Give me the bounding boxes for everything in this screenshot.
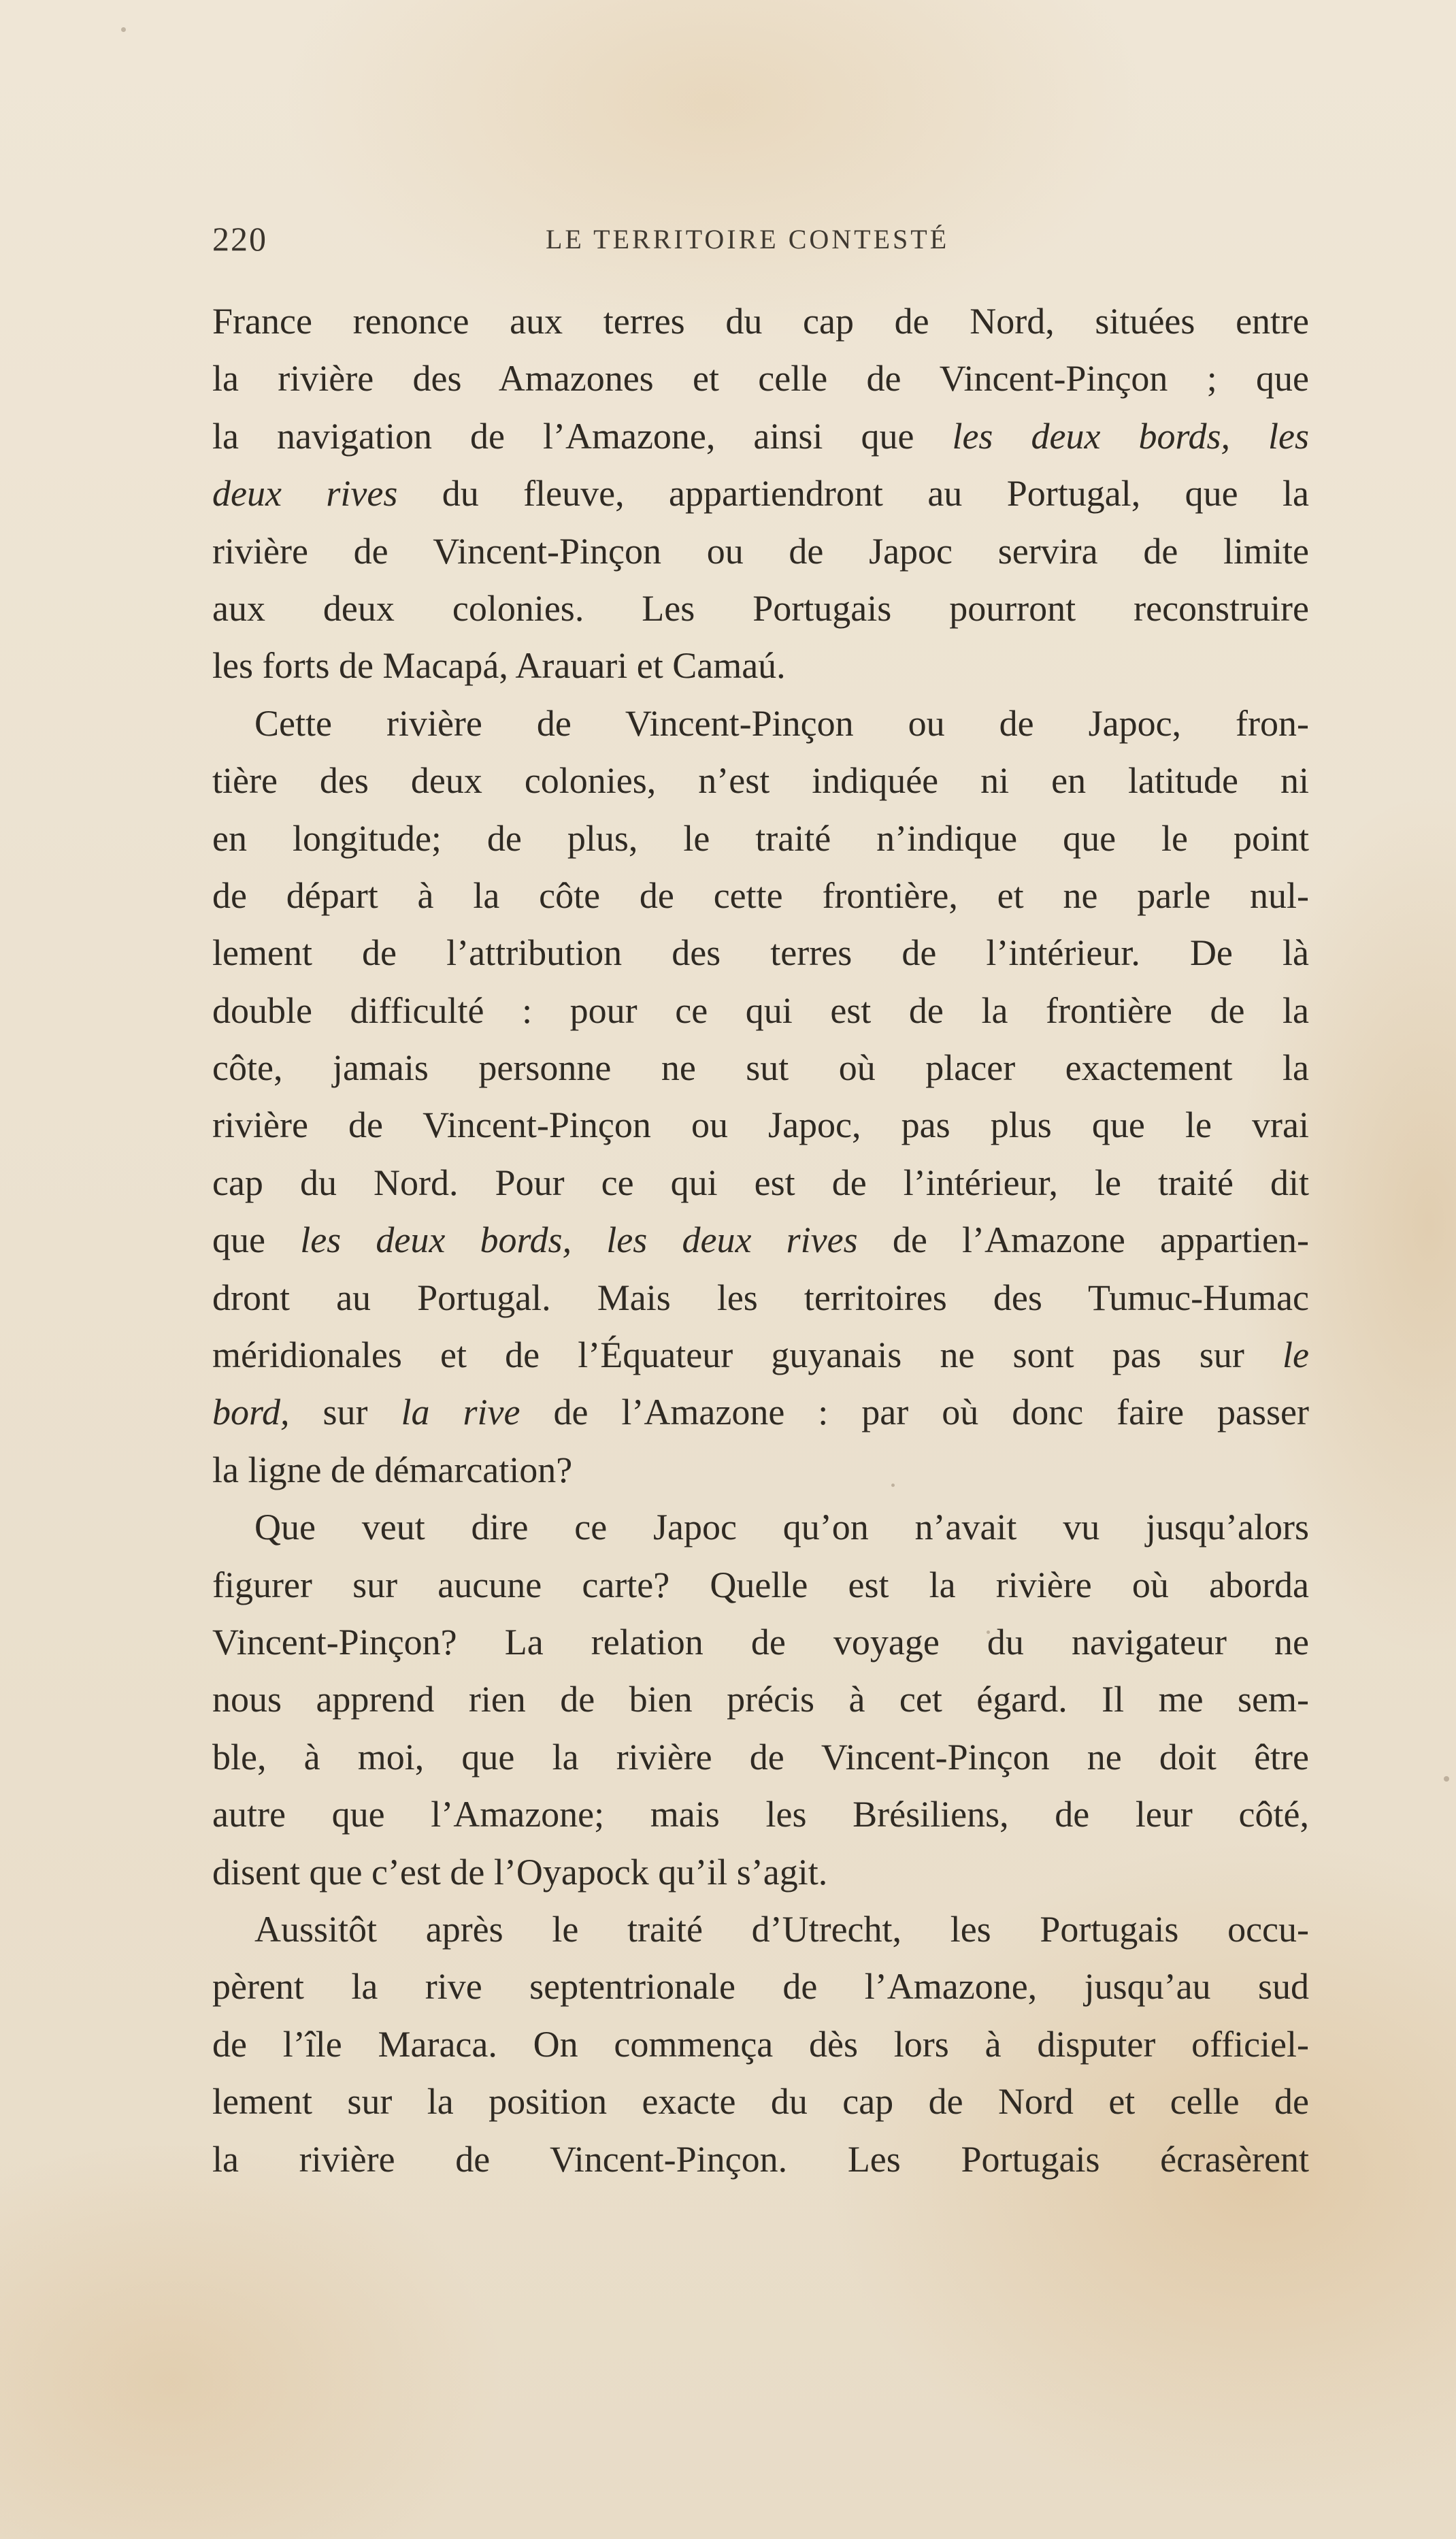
text-segment: Vincent-Pinçon? La relation de voyage du navigateur ne: [212, 1621, 1309, 1662]
text-segment: de l’Amazone : par où donc faire passer: [520, 1392, 1309, 1433]
text-line: [212, 2073, 1309, 2130]
text-line: [212, 1958, 1309, 2015]
italic-segment: la rive: [401, 1392, 520, 1433]
text-line: [212, 1441, 1309, 1498]
text-line: [212, 1039, 1309, 1096]
text-segment: France renonce aux terres du cap de Nord, situées entre: [212, 301, 1309, 342]
text-line: [212, 810, 1309, 867]
text-line: [212, 1096, 1309, 1153]
text-segment: dront au Portugal. Mais les territoires des Tumuc-Humac: [212, 1277, 1309, 1318]
text-segment: autre que l’Amazone; mais les Brésiliens, de leur côté,: [212, 1794, 1309, 1835]
text-segment: du fleuve, appartiendront au Portugal, que la: [397, 473, 1309, 514]
text-segment: Aussitôt après le traité d’Utrecht, les Portugais occu-: [254, 1908, 1309, 1950]
page-number: 220: [212, 220, 267, 258]
italic-segment: les deux bords, les: [952, 415, 1309, 457]
text-line: [212, 1614, 1309, 1671]
text-segment: de l’île Maraca. On commença dès lors à disputer officiel-: [212, 2023, 1309, 2065]
text-segment: rivière de Vincent-Pinçon ou de Japoc servira de limite: [212, 530, 1309, 572]
text-segment: nous apprend rien de bien précis à cet égard. Il me sem-: [212, 1679, 1309, 1720]
text-segment: la rivière des Amazones et celle de Vincent-Pinçon ; que: [212, 358, 1309, 399]
text-segment: lement sur la position exacte du cap de Nord et celle de: [212, 2081, 1309, 2123]
text-line: [212, 1498, 1309, 1556]
text-segment: en longitude; de plus, le traité n’indique que le point: [212, 817, 1309, 859]
text-line: [212, 1901, 1309, 1958]
text-segment: la navigation de l’Amazone, ainsi que: [212, 415, 953, 457]
text-segment: que: [212, 1219, 301, 1261]
text-line: [212, 2131, 1309, 2188]
running-head: [212, 219, 1309, 260]
text-segment: aux deux colonies. Les Portugais pourront reconstruire: [212, 587, 1309, 629]
text-segment: figurer sur aucune carte? Quelle est la rivière où aborda: [212, 1564, 1309, 1605]
text-line: [212, 580, 1309, 637]
text-line: [212, 1786, 1309, 1843]
text-line: [212, 408, 1309, 465]
text-segment: méridionales et de l’Équateur guyanais ne sont pas sur: [212, 1334, 1283, 1376]
italic-segment: le: [1283, 1334, 1309, 1376]
text-segment: tière des deux colonies, n’est indiquée ni en latitude ni: [212, 760, 1309, 802]
running-title: LE TERRITOIRE CONTESTÉ: [546, 224, 950, 255]
text-segment: disent que c’est de l’Oyapock qu’il s’agit.: [212, 1851, 828, 1893]
text-line: [212, 1326, 1309, 1383]
text-segment: la ligne de démarcation?: [212, 1449, 573, 1490]
text-line: [212, 2016, 1309, 2073]
text-line: [212, 1383, 1309, 1441]
paper-speck: [1444, 1776, 1449, 1782]
text-line: [212, 465, 1309, 522]
italic-segment: les deux bords, les deux rives: [300, 1219, 858, 1261]
text-segment: pèrent la rive septentrionale de l’Amazone, jusqu’au sud: [212, 1966, 1309, 2008]
text-line: [212, 982, 1309, 1039]
text-segment: Que veut dire ce Japoc qu’on n’avait vu jusqu’alors: [254, 1507, 1309, 1548]
text-line: [212, 350, 1309, 407]
text-line: [212, 1211, 1309, 1268]
text-segment: les forts de Macapá, Arauari et Camaú.: [212, 645, 786, 687]
paper-speck: [987, 1631, 990, 1634]
text-line: [212, 695, 1309, 752]
paper-speck: [891, 1484, 895, 1487]
italic-segment: deux rives: [212, 473, 398, 514]
text-line: [212, 1556, 1309, 1614]
text-segment: de départ à la côte de cette frontière, et ne parle nul-: [212, 874, 1309, 916]
text-segment: double difficulté : pour ce qui est de la frontière de la: [212, 989, 1309, 1031]
text-line: [212, 1671, 1309, 1728]
text-segment: Cette rivière de Vincent-Pinçon ou de Japoc, fron-: [254, 702, 1309, 744]
text-segment: la rivière de Vincent-Pinçon. Les Portugais écrasèrent: [212, 2138, 1309, 2180]
text-line: [212, 1154, 1309, 1211]
paper-speck: [121, 27, 126, 32]
text-line: [212, 637, 1309, 694]
text-line: [212, 523, 1309, 580]
text-segment: cap du Nord. Pour ce qui est de l’intérieur, le traité dit: [212, 1162, 1309, 1203]
text-line: [212, 1269, 1309, 1326]
text-segment: lement de l’attribution des terres de l’intérieur. De là: [212, 932, 1309, 974]
text-segment: ble, à moi, que la rivière de Vincent-Pinçon ne doit être: [212, 1736, 1309, 1778]
text-line: [212, 1844, 1309, 1901]
text-segment: de l’Amazone appartien-: [857, 1219, 1309, 1261]
text-segment: rivière de Vincent-Pinçon ou Japoc, pas plus que le vrai: [212, 1104, 1309, 1146]
body-text: [212, 293, 1309, 2188]
text-segment: côte, jamais personne ne sut où placer exactement la: [212, 1047, 1309, 1089]
text-line: [212, 924, 1309, 981]
text-line: [212, 752, 1309, 809]
text-line: [212, 293, 1309, 350]
text-segment: sur: [289, 1392, 401, 1433]
text-line: [212, 1729, 1309, 1786]
text-line: [212, 867, 1309, 924]
italic-segment: bord,: [212, 1392, 290, 1433]
